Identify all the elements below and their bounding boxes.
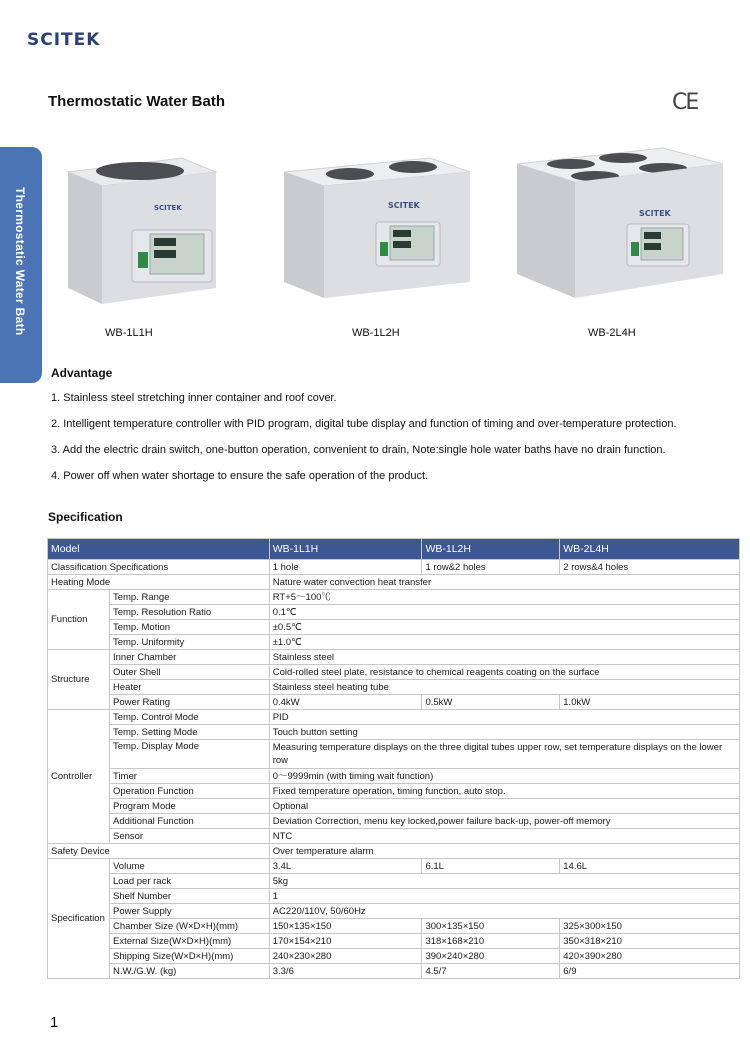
table-row — [48, 680, 740, 695]
cell: RT+5～100℃ — [269, 590, 739, 605]
header-col-2: WB-1L2H — [422, 539, 560, 560]
row-label: Shelf Number — [109, 889, 269, 904]
product-label-wb-2l4h: WB-2L4H — [588, 327, 636, 339]
table-row — [48, 904, 740, 919]
product-brand-3: SCITEK — [639, 209, 671, 218]
product-image-wb-2l4h — [513, 142, 727, 302]
row-label: Temp. Control Mode — [109, 710, 269, 725]
table-row — [48, 635, 740, 650]
group-label: Structure — [48, 650, 110, 710]
table-row — [48, 725, 740, 740]
table-row — [48, 889, 740, 904]
product-brand-1: SCITEK — [154, 204, 182, 212]
table-row — [48, 949, 740, 964]
row-label: Safety Device — [48, 844, 270, 859]
cell: 1 — [269, 889, 739, 904]
table-row — [48, 934, 740, 949]
table-row — [48, 710, 740, 725]
cell: Stainless steel heating tube — [269, 680, 739, 695]
row-label: Temp. Resolution Ratio — [109, 605, 269, 620]
header-col-3: WB-2L4H — [560, 539, 740, 560]
brand-logo: SCITEK — [27, 30, 101, 50]
table-row — [48, 740, 740, 769]
table-row — [48, 650, 740, 665]
product-image-wb-1l1h — [62, 150, 220, 308]
cell: 170×154×210 — [269, 934, 422, 949]
cell: 240×230×280 — [269, 949, 422, 964]
table-row — [48, 560, 740, 575]
table-row — [48, 590, 740, 605]
row-label: Volume — [109, 859, 269, 874]
cell: 0.5kW — [422, 695, 560, 710]
cell: 0.4kW — [269, 695, 422, 710]
advantage-item-1: 1. Stainless steel stretching inner container and roof cover. — [51, 392, 337, 404]
row-label: Timer — [109, 769, 269, 784]
header-model: Model — [48, 539, 270, 560]
row-label: Classification Specifications — [48, 560, 270, 575]
row-label: Operation Function — [109, 784, 269, 799]
specification-heading: Specification — [48, 510, 123, 524]
cell: 0～9999min (with timing wait function) — [269, 769, 739, 784]
group-label: Specification — [48, 859, 110, 979]
cell: 390×240×280 — [422, 949, 560, 964]
row-label: Chamber Size (W×D×H)(mm) — [109, 919, 269, 934]
row-label: External Size(W×D×H)(mm) — [109, 934, 269, 949]
row-label: Inner Chamber — [109, 650, 269, 665]
row-label: Load per rack — [109, 874, 269, 889]
table-row — [48, 814, 740, 829]
advantage-heading: Advantage — [51, 366, 113, 380]
cell: Optional — [269, 799, 739, 814]
row-label: Program Mode — [109, 799, 269, 814]
row-label: Heating Mode — [48, 575, 270, 590]
cell: 2 rows&4 holes — [560, 560, 740, 575]
cell: Nature water convection heat transfer — [269, 575, 739, 590]
group-label: Function — [48, 590, 110, 650]
row-label: Outer Shell — [109, 665, 269, 680]
table-row — [48, 844, 740, 859]
cell: 300×135×150 — [422, 919, 560, 934]
table-header-row — [48, 539, 740, 560]
cell: Cold-rolled steel plate, resistance to chemical reagents coating on the surface — [269, 665, 739, 680]
cell: 6/9 — [560, 964, 740, 979]
cell: 1.0kW — [560, 695, 740, 710]
row-label: Temp. Display Mode — [109, 740, 269, 769]
specification-table — [47, 538, 740, 979]
page-title: Thermostatic Water Bath — [48, 93, 225, 110]
cell: ±1.0℃ — [269, 635, 739, 650]
side-tab-label: Thermostatic Water Bath — [13, 187, 27, 336]
product-brand-2: SCITEK — [388, 201, 420, 210]
cell: 3.4L — [269, 859, 422, 874]
product-label-wb-1l1h: WB-1L1H — [105, 327, 153, 339]
cell: NTC — [269, 829, 739, 844]
table-row — [48, 859, 740, 874]
row-label: Shipping Size(W×D×H)(mm) — [109, 949, 269, 964]
cell: 1 hole — [269, 560, 422, 575]
cell: Deviation Correction, menu key locked,power failure back-up, power-off memory — [269, 814, 739, 829]
cell: 0.1℃ — [269, 605, 739, 620]
table-row — [48, 799, 740, 814]
cell: 350×318×210 — [560, 934, 740, 949]
cell: 318×168×210 — [422, 934, 560, 949]
cell: 4.5/7 — [422, 964, 560, 979]
row-label: Temp. Motion — [109, 620, 269, 635]
table-row — [48, 829, 740, 844]
table-row — [48, 605, 740, 620]
table-row — [48, 919, 740, 934]
advantage-item-2: 2. Intelligent temperature controller with PID program, digital tube display and function of timing and over-temperature protection. — [51, 418, 677, 430]
cell: PID — [269, 710, 739, 725]
row-label: Temp. Setting Mode — [109, 725, 269, 740]
row-label: Temp. Uniformity — [109, 635, 269, 650]
cell: 150×135×150 — [269, 919, 422, 934]
row-label: N.W./G.W. (kg) — [109, 964, 269, 979]
cell: Fixed temperature operation, timing function, auto stop. — [269, 784, 739, 799]
cell: Measuring temperature displays on the three digital tubes upper row, set temperature displays on the lower row — [269, 740, 739, 769]
table-row — [48, 769, 740, 784]
cell: Touch button setting — [269, 725, 739, 740]
header-col-1: WB-1L1H — [269, 539, 422, 560]
cell: ±0.5℃ — [269, 620, 739, 635]
cell: 325×300×150 — [560, 919, 740, 934]
cell: Stainless steel — [269, 650, 739, 665]
row-label: Power Rating — [109, 695, 269, 710]
table-row — [48, 665, 740, 680]
cell: 420×390×280 — [560, 949, 740, 964]
ce-mark: CE — [672, 90, 698, 115]
product-label-wb-1l2h: WB-1L2H — [352, 327, 400, 339]
product-image-wb-1l2h — [280, 152, 474, 302]
cell: 5kg — [269, 874, 739, 889]
page-number: 1 — [50, 1014, 59, 1031]
advantage-item-4: 4. Power off when water shortage to ensure the safe operation of the product. — [51, 470, 429, 482]
row-label: Sensor — [109, 829, 269, 844]
row-label: Heater — [109, 680, 269, 695]
advantage-item-3: 3. Add the electric drain switch, one-button operation, convenient to drain, Note:single hole water baths have no drain function. — [51, 444, 666, 456]
side-tab[interactable] — [0, 147, 42, 383]
table-row — [48, 964, 740, 979]
group-label: Controller — [48, 710, 110, 844]
row-label: Power Supply — [109, 904, 269, 919]
row-label: Additional Function — [109, 814, 269, 829]
table-row — [48, 874, 740, 889]
cell: 3.3/6 — [269, 964, 422, 979]
cell: 1 row&2 holes — [422, 560, 560, 575]
table-row — [48, 620, 740, 635]
table-row — [48, 695, 740, 710]
cell: Over temperature alarm — [269, 844, 739, 859]
row-label: Temp. Range — [109, 590, 269, 605]
cell: 6.1L — [422, 859, 560, 874]
table-row — [48, 784, 740, 799]
cell: AC220/110V, 50/60Hz — [269, 904, 739, 919]
table-row — [48, 575, 740, 590]
cell: 14.6L — [560, 859, 740, 874]
